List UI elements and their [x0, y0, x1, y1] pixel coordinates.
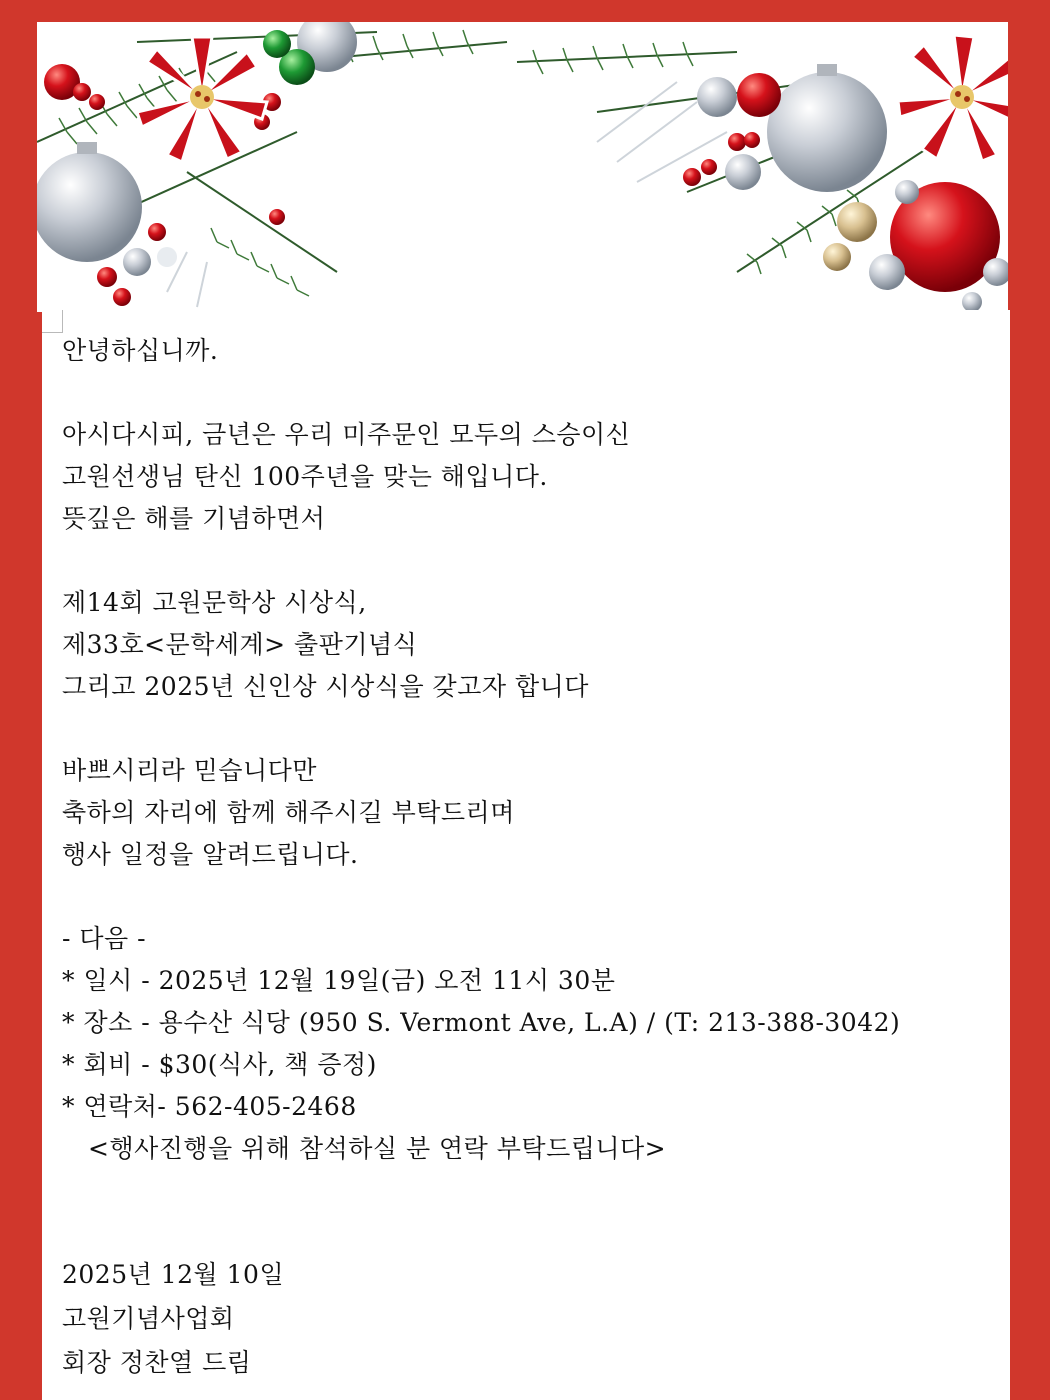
page-corner-mark — [42, 310, 63, 333]
request-line-2: 축하의 자리에 함께 해주시길 부탁드리며 — [62, 798, 515, 827]
organization-name: 고원기념사업회 — [62, 1304, 235, 1333]
rsvp-note: <행사진행을 위해 참석하실 분 연락 부탁드립니다> — [88, 1134, 667, 1163]
intro-line-1: 아시다시피, 금년은 우리 미주문인 모두의 스승이신 — [62, 420, 631, 449]
details-heading: - 다음 - — [62, 924, 147, 953]
request-line-3: 행사 일정을 알려드립니다. — [62, 840, 359, 869]
detail-contact: * 연락처- 562-405-2468 — [62, 1092, 357, 1121]
detail-datetime: * 일시 - 2025년 12월 19일(금) 오전 11시 30분 — [62, 966, 616, 995]
intro-line-3: 뜻깊은 해를 기념하면서 — [62, 504, 326, 533]
detail-venue: * 장소 - 용수산 식당 (950 S. Vermont Ave, L.A) / (T: 213-388-3042) — [62, 1008, 901, 1037]
intro-line-2: 고원선생님 탄신 100주년을 맞는 해입니다. — [62, 462, 548, 491]
request-line-1: 바쁘시리라 믿습니다만 — [62, 756, 317, 785]
greeting-text: 안녕하십니까. — [62, 336, 219, 365]
invitation-letter — [42, 310, 1010, 1400]
event-line-1: 제14회 고원문학상 시상식, — [62, 588, 367, 617]
christmas-ornament-banner — [37, 22, 1008, 312]
event-line-2: 제33호<문학세계> 출판기념식 — [62, 630, 418, 659]
event-line-3: 그리고 2025년 신인상 시상식을 갖고자 합니다 — [62, 672, 589, 701]
detail-fee: * 회비 - $30(식사, 책 증정) — [62, 1050, 377, 1079]
signature: 회장 정찬열 드림 — [62, 1348, 252, 1377]
letter-date: 2025년 12월 10일 — [62, 1260, 285, 1289]
christmas-decoration-image — [37, 22, 1008, 312]
